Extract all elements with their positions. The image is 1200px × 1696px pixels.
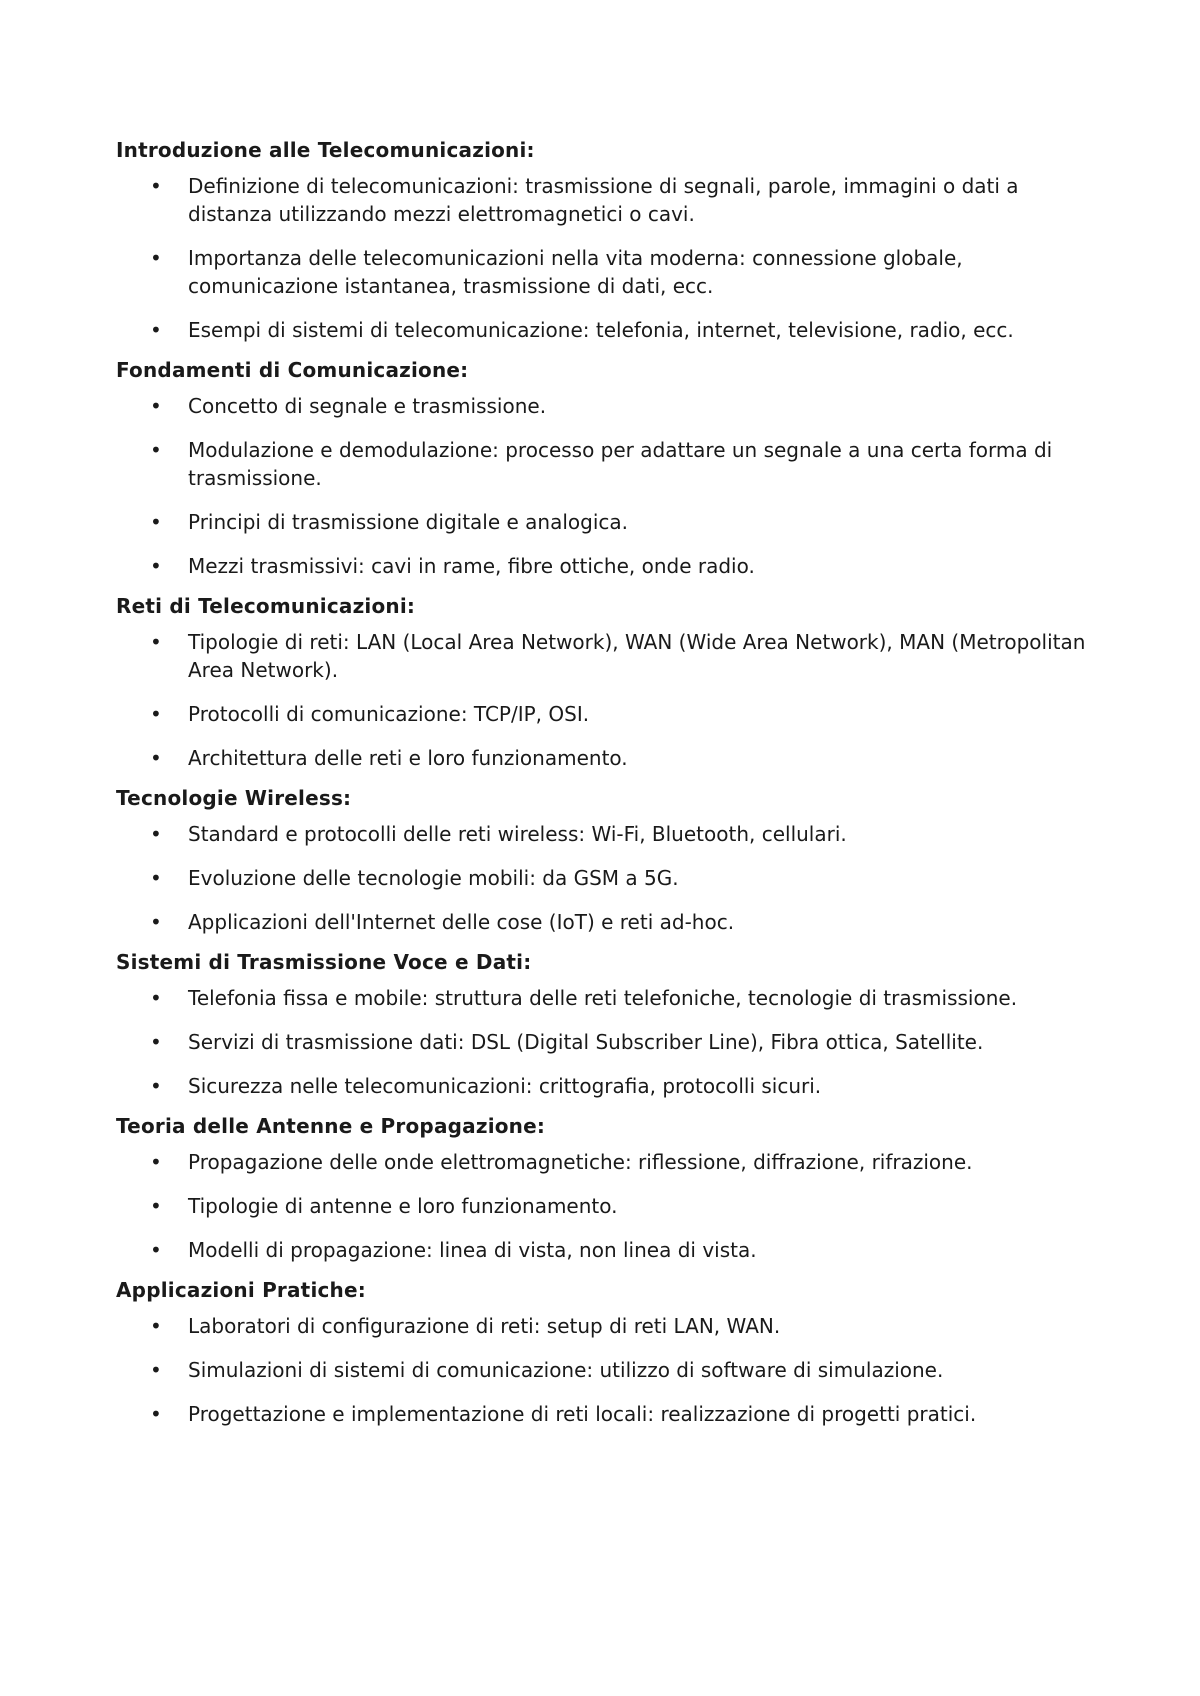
- list-item: [116, 244, 1086, 300]
- bullet-list: [116, 1148, 1086, 1264]
- list-item-text: Tipologie di antenne e loro funzionamento.: [188, 1194, 618, 1218]
- list-item-text: Modulazione e demodulazione: processo per adattare un segnale a una certa forma di trasmissione.: [188, 438, 1053, 490]
- list-item-text: Concetto di segnale e trasmissione.: [188, 394, 547, 418]
- document-body: [116, 136, 1086, 1440]
- list-item: [116, 436, 1086, 492]
- bullet-icon: •: [150, 246, 162, 270]
- bullet-icon: •: [150, 702, 162, 726]
- list-item: [116, 1356, 1086, 1384]
- list-item: [116, 1400, 1086, 1428]
- list-item: [116, 628, 1086, 684]
- list-item-text: Sicurezza nelle telecomunicazioni: crittografia, protocolli sicuri.: [188, 1074, 822, 1098]
- bullet-icon: •: [150, 1194, 162, 1218]
- list-item-text: Principi di trasmissione digitale e analogica.: [188, 510, 629, 534]
- list-item: [116, 908, 1086, 936]
- section-heading: Applicazioni Pratiche:: [116, 1278, 366, 1302]
- bullet-icon: •: [150, 630, 162, 654]
- list-item-text: Standard e protocolli delle reti wireless: Wi-Fi, Bluetooth, cellulari.: [188, 822, 847, 846]
- bullet-icon: •: [150, 174, 162, 198]
- bullet-icon: •: [150, 554, 162, 578]
- list-item-text: Protocolli di comunicazione: TCP/IP, OSI.: [188, 702, 590, 726]
- bullet-list: [116, 1312, 1086, 1428]
- list-item: [116, 820, 1086, 848]
- bullet-icon: •: [150, 986, 162, 1010]
- list-item-text: Tipologie di reti: LAN (Local Area Network), WAN (Wide Area Network), MAN (Metropolitan Area Network).: [188, 630, 1086, 682]
- list-item: [116, 1028, 1086, 1056]
- list-item: [116, 864, 1086, 892]
- list-item-text: Definizione di telecomunicazioni: trasmissione di segnali, parole, immagini o dati a distanza utilizzando mezzi elettromagnetici o cavi.: [188, 174, 1019, 226]
- bullet-icon: •: [150, 1030, 162, 1054]
- bullet-icon: •: [150, 394, 162, 418]
- list-item: [116, 700, 1086, 728]
- list-item-text: Progettazione e implementazione di reti locali: realizzazione di progetti pratici.: [188, 1402, 977, 1426]
- bullet-list: [116, 392, 1086, 580]
- bullet-list: [116, 820, 1086, 936]
- bullet-icon: •: [150, 1358, 162, 1382]
- list-item: [116, 1192, 1086, 1220]
- list-item-text: Propagazione delle onde elettromagnetiche: riflessione, diffrazione, rifrazione.: [188, 1150, 973, 1174]
- section-heading: Introduzione alle Telecomunicazioni:: [116, 138, 535, 162]
- bullet-icon: •: [150, 438, 162, 462]
- list-item-text: Telefonia fissa e mobile: struttura delle reti telefoniche, tecnologie di trasmissione.: [188, 986, 1018, 1010]
- bullet-icon: •: [150, 510, 162, 534]
- section: [116, 356, 1086, 580]
- bullet-icon: •: [150, 822, 162, 846]
- section: [116, 1112, 1086, 1264]
- section: [116, 784, 1086, 936]
- list-item: [116, 744, 1086, 772]
- bullet-icon: •: [150, 1238, 162, 1262]
- list-item: [116, 1312, 1086, 1340]
- bullet-icon: •: [150, 1074, 162, 1098]
- section: [116, 136, 1086, 344]
- section-heading: Teoria delle Antenne e Propagazione:: [116, 1114, 546, 1138]
- list-item: [116, 172, 1086, 228]
- bullet-icon: •: [150, 1314, 162, 1338]
- list-item-text: Esempi di sistemi di telecomunicazione: telefonia, internet, televisione, radio, ecc.: [188, 318, 1014, 342]
- list-item-text: Architettura delle reti e loro funzionamento.: [188, 746, 628, 770]
- bullet-icon: •: [150, 866, 162, 890]
- list-item: [116, 392, 1086, 420]
- section: [116, 592, 1086, 772]
- bullet-list: [116, 172, 1086, 344]
- list-item-text: Importanza delle telecomunicazioni nella vita moderna: connessione globale, comunicazione istantanea, trasmissione di dati, ecc.: [188, 246, 963, 298]
- list-item: [116, 508, 1086, 536]
- list-item: [116, 316, 1086, 344]
- section-heading: Sistemi di Trasmissione Voce e Dati:: [116, 950, 532, 974]
- list-item: [116, 1072, 1086, 1100]
- list-item-text: Laboratori di configurazione di reti: setup di reti LAN, WAN.: [188, 1314, 781, 1338]
- list-item: [116, 1236, 1086, 1264]
- list-item-text: Modelli di propagazione: linea di vista, non linea di vista.: [188, 1238, 757, 1262]
- list-item-text: Mezzi trasmissivi: cavi in rame, fibre ottiche, onde radio.: [188, 554, 755, 578]
- list-item: [116, 1148, 1086, 1176]
- list-item-text: Simulazioni di sistemi di comunicazione: utilizzo di software di simulazione.: [188, 1358, 944, 1382]
- section: [116, 948, 1086, 1100]
- list-item: [116, 984, 1086, 1012]
- bullet-icon: •: [150, 318, 162, 342]
- list-item-text: Applicazioni dell'Internet delle cose (IoT) e reti ad-hoc.: [188, 910, 735, 934]
- bullet-icon: •: [150, 910, 162, 934]
- section-heading: Fondamenti di Comunicazione:: [116, 358, 469, 382]
- bullet-icon: •: [150, 1402, 162, 1426]
- bullet-icon: •: [150, 746, 162, 770]
- bullet-list: [116, 628, 1086, 772]
- list-item: [116, 552, 1086, 580]
- bullet-icon: •: [150, 1150, 162, 1174]
- section-heading: Tecnologie Wireless:: [116, 786, 352, 810]
- list-item-text: Servizi di trasmissione dati: DSL (Digital Subscriber Line), Fibra ottica, Satellite.: [188, 1030, 984, 1054]
- section: [116, 1276, 1086, 1428]
- bullet-list: [116, 984, 1086, 1100]
- list-item-text: Evoluzione delle tecnologie mobili: da GSM a 5G.: [188, 866, 679, 890]
- section-heading: Reti di Telecomunicazioni:: [116, 594, 416, 618]
